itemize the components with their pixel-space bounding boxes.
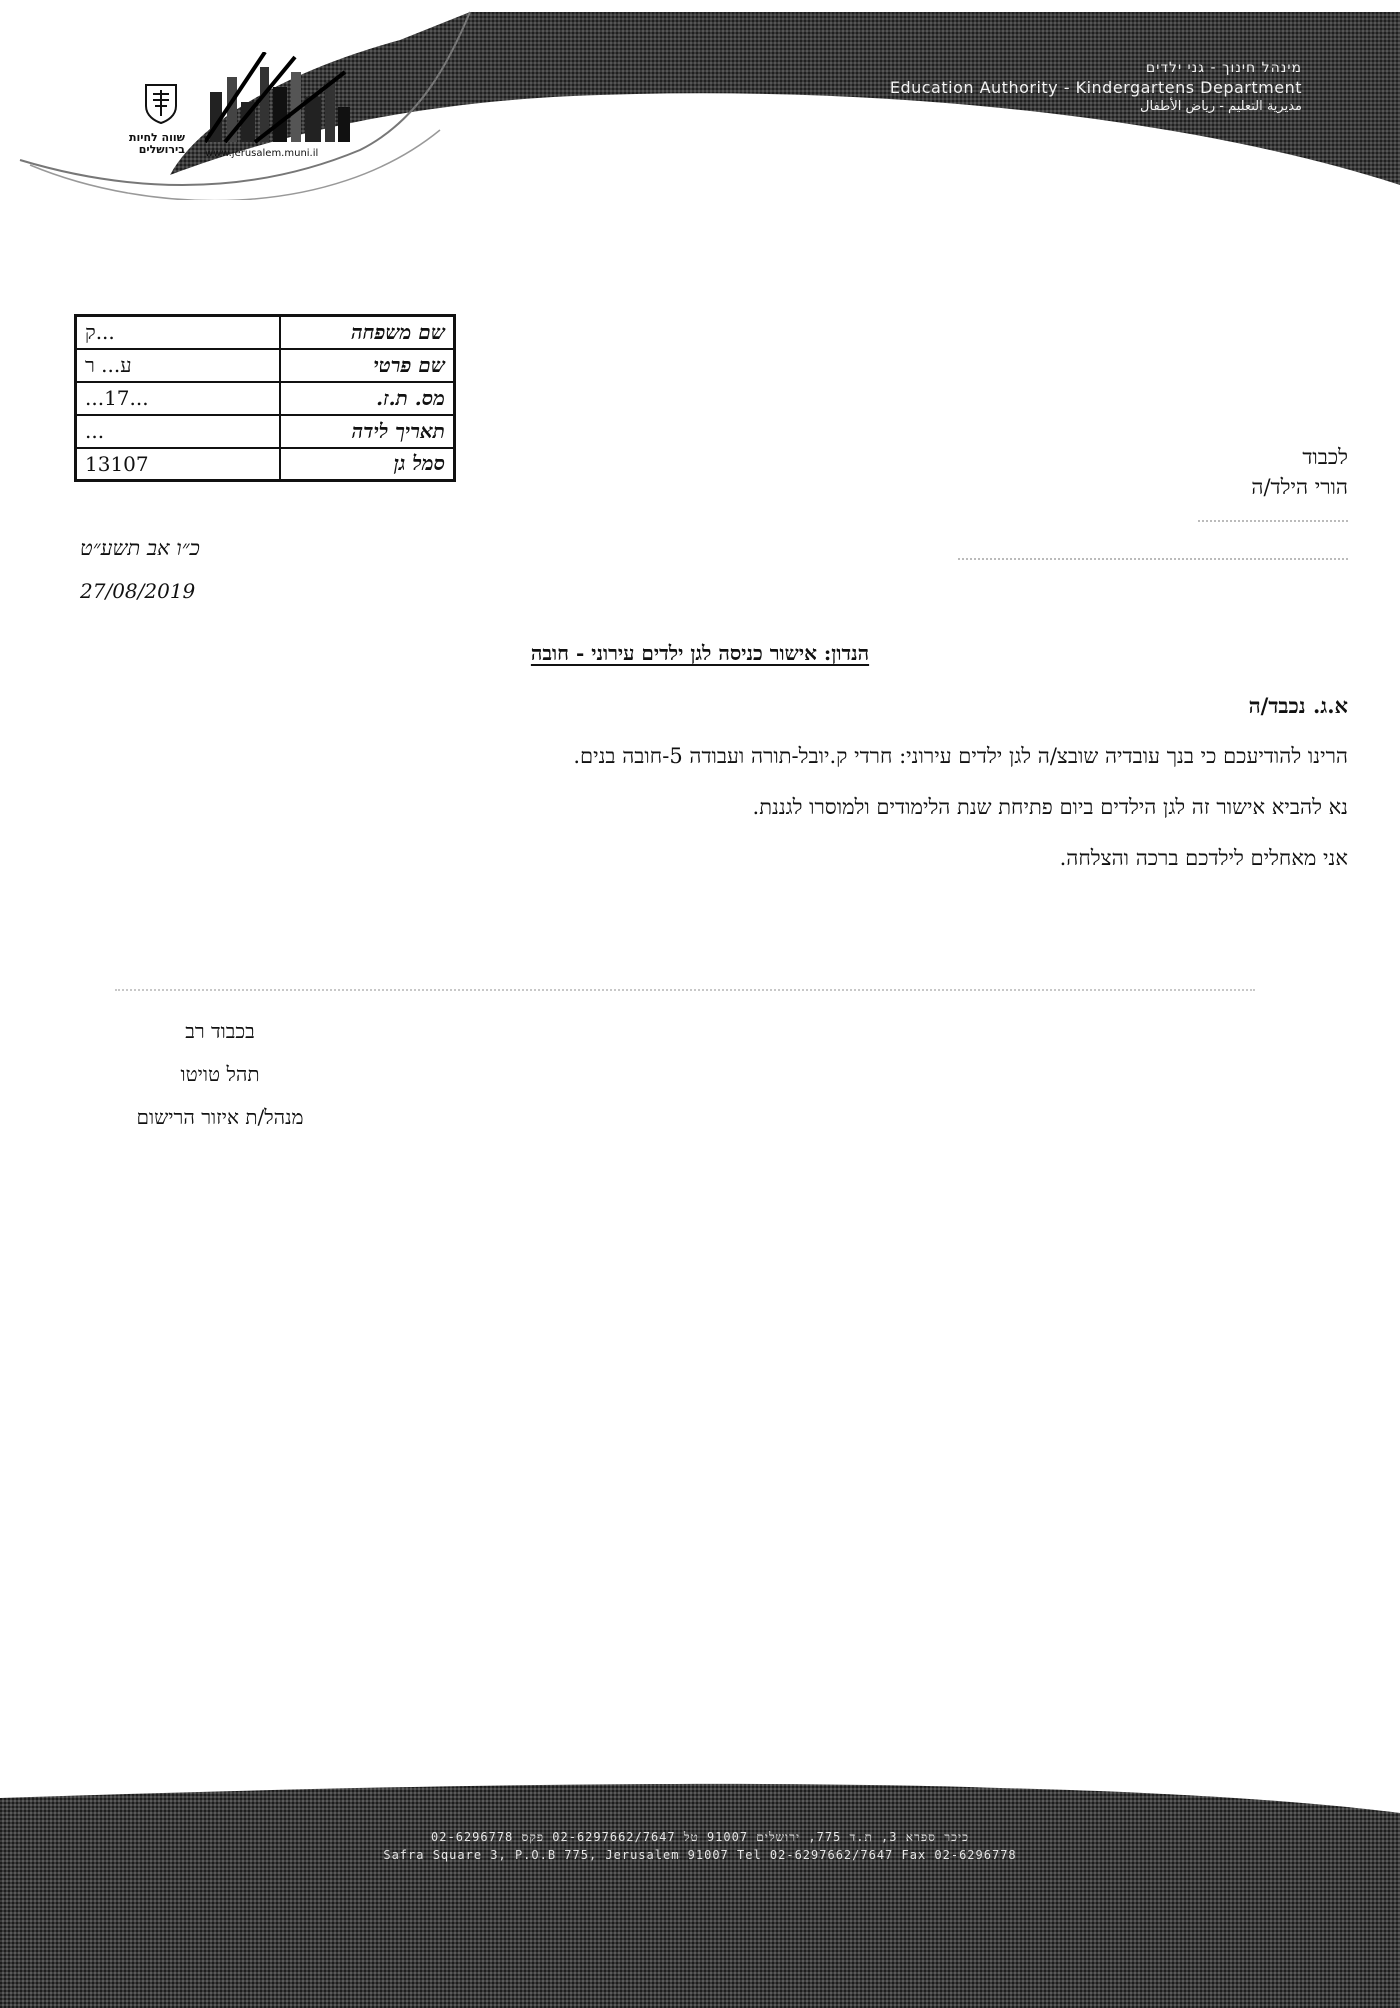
birth-date-label: תאריך לידה [280,415,455,448]
kindergarten-code-value: 13107 [76,448,280,481]
id-number-label: מס. ת.ז. [280,382,455,415]
department-title-english: Education Authority - Kindergartens Department [889,78,1302,97]
crest-caption: שווה לחיות בירושלים [128,131,185,156]
table-row [76,349,455,382]
table-row [76,448,455,481]
letter-salutation: א.ג. נכבד/ה [1248,693,1348,718]
addressee-line2: הורי הילד/ה [1251,475,1348,499]
letter-paragraph: אני מאחלים לילדכם ברכה והצלחה. [1059,846,1348,870]
first-name-label: שם פרטי [280,349,455,382]
table-row [76,382,455,415]
addressee-line1: לכבוד [1302,445,1348,469]
kindergarten-code-label: סמל גן [280,448,455,481]
addressee-block [948,442,1348,502]
redacted-address-line [958,548,1348,560]
letterhead-footer-band [0,1778,1400,2008]
signature-block [100,1010,340,1139]
jerusalem-logo [105,52,385,177]
department-title-arabic: مديرية التعليم - رياض الأطفال [1140,99,1302,114]
letter-paragraph: נא להביא אישור זה לגן הילדים ביום פתיחת שנת הלימודים ולמוסרו לגננת. [752,795,1348,819]
signature-name: תהל טויטו [180,1062,260,1086]
child-details-table [74,314,456,482]
last-name-label: שם משפחה [280,316,455,349]
gregorian-date: 27/08/2019 [80,579,196,603]
signature-title: מנהל/ת איזור הרישום [136,1105,304,1129]
table-row [76,415,455,448]
jerusalem-crest-icon [143,82,179,124]
id-number-value: ...17... [76,382,280,415]
department-titles [782,60,1302,114]
website-url: www.jerusalem.muni.il [205,148,319,159]
footer-contact-english: Safra Square 3, P.O.B 775, Jerusalem 91007 Tel 02-6297662/7647 Fax 02-6296778 [383,1848,1017,1862]
redacted-separator-line [115,983,1255,991]
last-name-value: ק... [76,316,280,349]
letter-paragraph: הרינו להודיעכם כי בנך עובדיה שובצ/ה לגן ילדים עירוני: חרדי ק.יובל-תורה ועבודה 5-חובה בנים. [573,744,1348,768]
footer-contact-hebrew: כיכר ספרא 3, ת.ד 775, ירושלים 91007 טל 02-6297662/7647 פקס 02-6296778 [431,1830,969,1844]
table-row [76,316,455,349]
first-name-value: ע... ר [76,349,280,382]
hebrew-date: כ״ו אב תשע״ט [80,536,200,560]
letter-subject: הנדון: אישור כניסה לגן ילדים עירוני - חובה [530,641,870,665]
department-title-hebrew: מינהל חינוך - גני ילדים [1145,60,1302,76]
redacted-address-line [1198,510,1348,522]
birth-date-value: ... [76,415,280,448]
signature-closing: בכבוד רב [185,1019,255,1043]
footer-contact [340,1828,1060,1864]
city-skyline-logo-icon [205,52,355,144]
